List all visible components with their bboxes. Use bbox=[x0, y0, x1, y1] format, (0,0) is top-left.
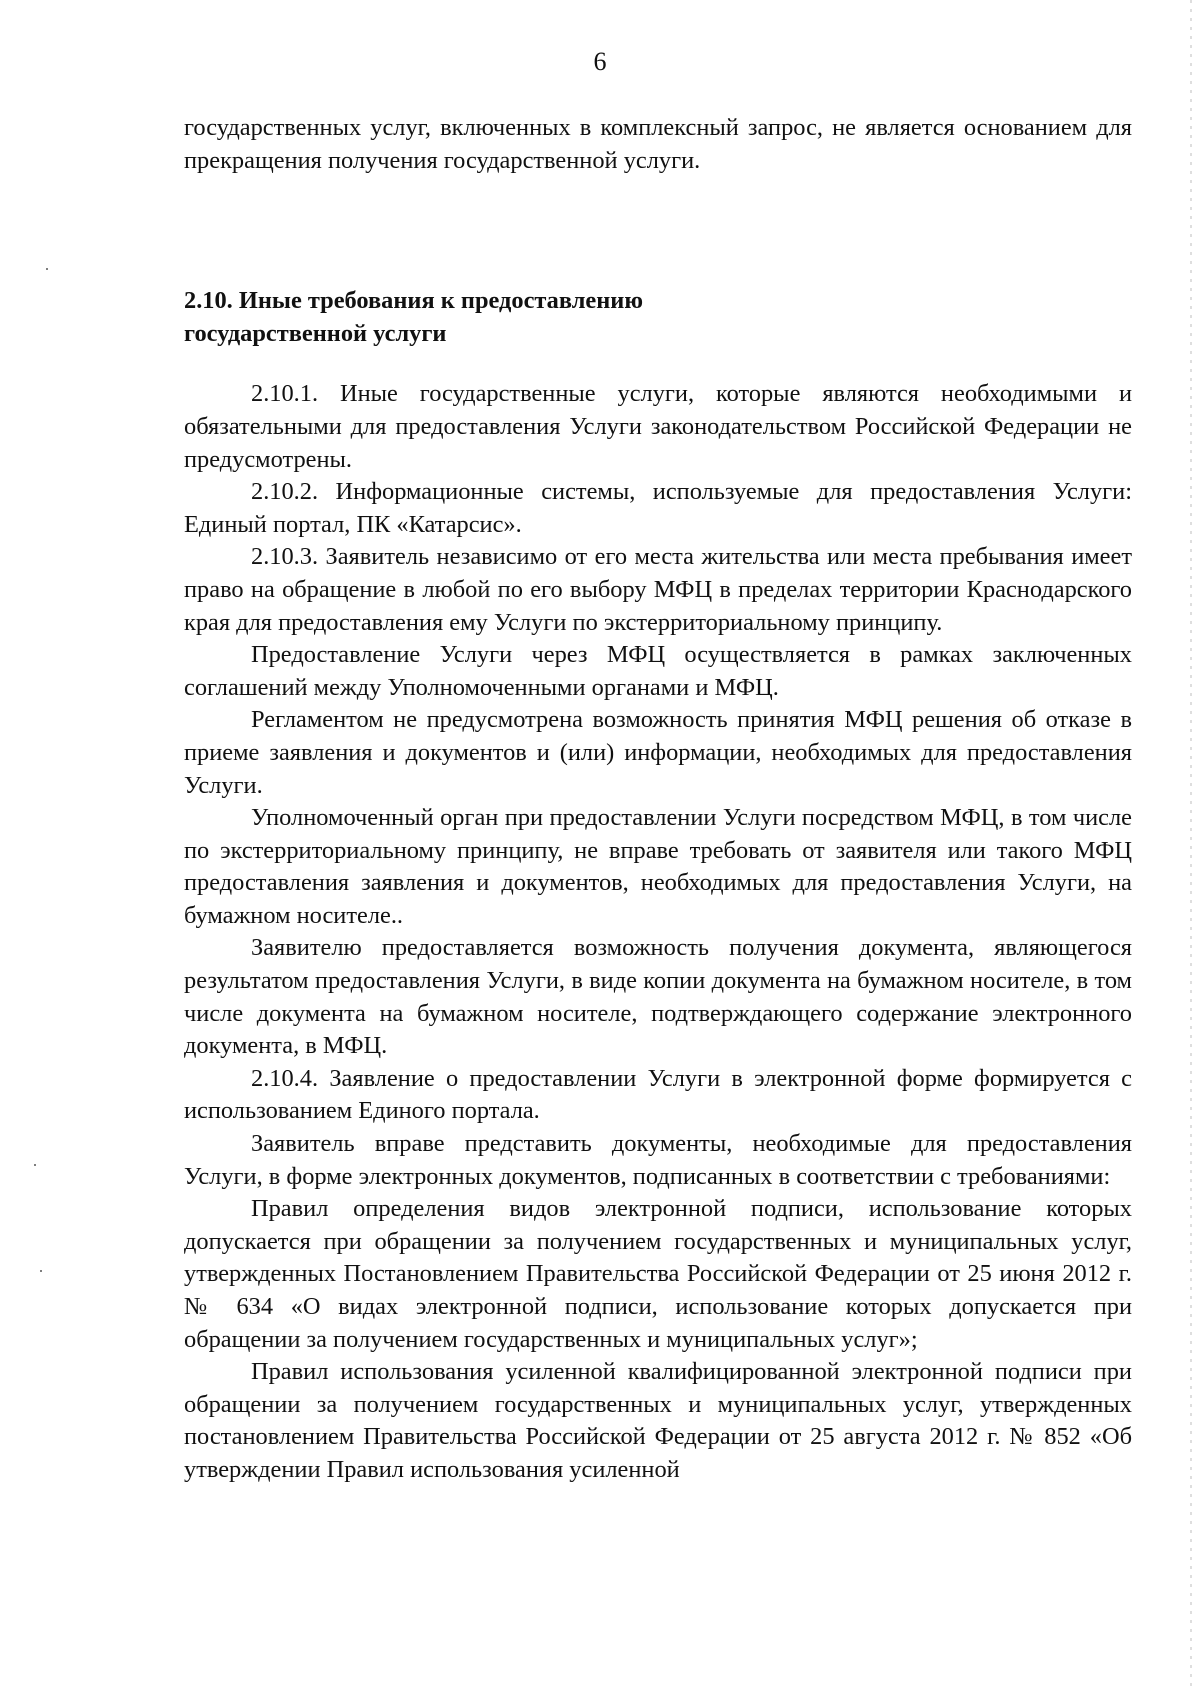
paragraph-2-10-4: 2.10.4. Заявление о предоставлении Услуги в электронной форме формируется с использованием Единого портала. bbox=[184, 1064, 1132, 1125]
document-body bbox=[184, 112, 1132, 1487]
paragraph-signature-rules-634: Правил определения видов электронной подписи, использование которых допускается при обращении за получением государственных и муниципальных услуг, утвержденных Постановлением Правительства Российской Федерации от 25 июня 2012 г. № 634 «О видах электронной подписи, использование которых допускается при обращении за получением государственных и муниципальных услуг»; bbox=[184, 1195, 1132, 1353]
paragraph-paper-copy: Заявителю предоставляется возможность получения документа, являющегося результатом предоставления Услуги, в виде копии документа на бумажном носителе, в том числе документа на бумажном носителе, подтверждающего содержание электронного документа, в МФЦ. bbox=[184, 934, 1132, 1060]
paragraph-signature-rules-852: Правил использования усиленной квалифицированной электронной подписи при обращении за получением государственных и муниципальных услуг, утвержденных постановлением Правительства Российской Федерации от 25 августа 2012 г. № 852 «Об утверждении Правил использования усиленной bbox=[184, 1358, 1132, 1483]
paragraph-electronic-documents: Заявитель вправе представить документы, необходимые для предоставления Услуги, в форме электронных документов, подписанных в соответствии с требованиями: bbox=[184, 1130, 1132, 1190]
section-heading bbox=[184, 285, 1132, 350]
page-number: 6 bbox=[593, 47, 607, 76]
scan-speck bbox=[40, 1270, 42, 1272]
section-heading-line-1: 2.10. Иные требования к предоставлению bbox=[184, 287, 643, 315]
paragraph-2-10-2: 2.10.2. Информационные системы, используемые для предоставления Услуги: Единый портал, ПК «Катарсис». bbox=[184, 478, 1132, 538]
paragraph-continuation: государственных услуг, включенных в комплексный запрос, не является основанием для прекращения получения государственной услуги. bbox=[184, 114, 1132, 174]
paragraph-mfc-agreements: Предоставление Услуги через МФЦ осуществляется в рамках заключенных соглашений между Уполномоченными органами и МФЦ. bbox=[184, 641, 1132, 701]
scan-edge-artifact bbox=[1190, 0, 1192, 1691]
scan-speck bbox=[46, 268, 48, 270]
paragraph-2-10-3: 2.10.3. Заявитель независимо от его места жительства или места пребывания имеет право на обращение в любой по его выбору МФЦ в пределах территории Краснодарского края для предоставления ему Услуги по экстерриториальному принципу. bbox=[184, 543, 1132, 636]
scan-speck bbox=[34, 1164, 36, 1166]
paragraph-mfc-refusal: Регламентом не предусмотрена возможность принятия МФЦ решения об отказе в приеме заявления и документов и (или) информации, необходимых для предоставления Услуги. bbox=[184, 706, 1132, 799]
paragraph-2-10-1: 2.10.1. Иные государственные услуги, которые являются необходимыми и обязательными для предоставления Услуги законодательством Российской Федерации не предусмотрены. bbox=[184, 380, 1132, 473]
paragraph-authorized-body: Уполномоченный орган при предоставлении Услуги посредством МФЦ, в том числе по экстерриториальному принципу, не вправе требовать от заявителя или такого МФЦ предоставления заявления и документов, необходимых для предоставления Услуги, на бумажном носителе.. bbox=[184, 804, 1132, 929]
section-heading-line-2: государственной услуги bbox=[184, 319, 447, 347]
